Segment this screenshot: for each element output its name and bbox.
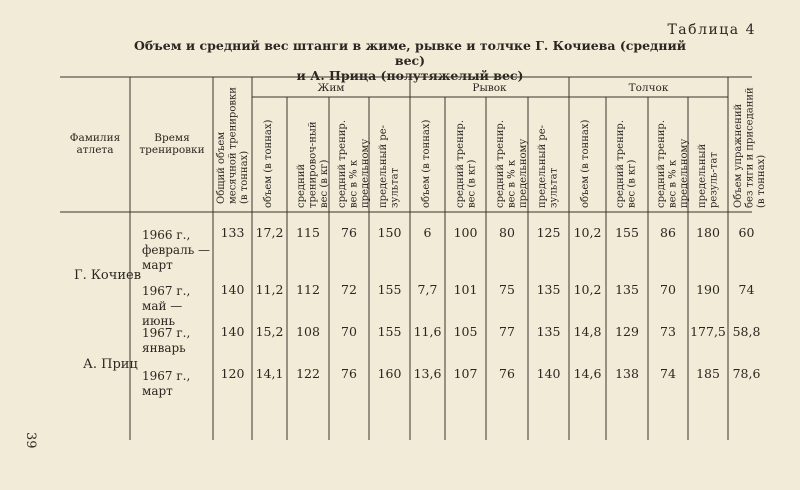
- header-snatch-pct: средний тренир. вес в % к предельному: [495, 119, 529, 208]
- table-cell: 150: [377, 225, 402, 240]
- title-line-1: Объем и средний вес штанги в жиме, рывке и толчке Г. Кочиева (средний вес): [133, 38, 687, 68]
- table-cell: 14,8: [573, 324, 602, 339]
- table-cell: 76: [499, 366, 515, 381]
- period-cell: 1967 г., январь: [142, 326, 191, 355]
- header-press-pct: средний тренир. вес в % к предельному: [337, 119, 371, 208]
- table-cell: 112: [296, 282, 320, 297]
- table-cell: 135: [536, 282, 561, 297]
- table-cell: 17,2: [255, 225, 284, 240]
- table-cell: 10,2: [573, 225, 602, 240]
- header-jerk-volume: объем (в тоннах): [580, 119, 591, 208]
- header-press-volume: объем (в тоннах): [263, 119, 274, 208]
- header-jerk-avg-weight: средний тренир. вес (в кг): [615, 119, 638, 208]
- table-cell: 122: [296, 366, 320, 381]
- table-cell: 7,7: [417, 282, 438, 297]
- header-group-snatch: Рывок: [472, 82, 507, 94]
- table-cell: 15,2: [255, 324, 284, 339]
- table-cell: 180: [696, 225, 720, 240]
- table-cell: 80: [499, 225, 515, 240]
- header-jerk-pct: средний тренир. вес в % к предельному: [656, 119, 690, 208]
- header-group-jerk: Толчок: [628, 82, 669, 94]
- table-cell: 125: [536, 225, 561, 240]
- table-cell: 138: [615, 366, 639, 381]
- header-athlete: Фамилия атлета: [69, 132, 121, 156]
- header-period: Время тренировки: [139, 132, 205, 156]
- table-cell: 155: [377, 282, 402, 297]
- table-cell: 177,5: [690, 324, 726, 339]
- header-press-avg-weight: средний тренировоч-ный вес (в кг): [296, 121, 330, 208]
- header-monthly-volume: Общий объем месячной тренировки (в тоннах): [216, 87, 250, 204]
- table-cell: 86: [660, 225, 676, 240]
- header-other-exercises: Объем упражнений без тяги и приседаний (в тоннах): [733, 87, 767, 208]
- table-cell: 190: [696, 282, 720, 297]
- athlete-name: Г. Кочиев: [74, 268, 142, 283]
- table-cell: 155: [377, 324, 402, 339]
- table-label: Таблица 4: [667, 22, 756, 38]
- table-cell: 11,6: [413, 324, 442, 339]
- table-cell: 70: [341, 324, 357, 339]
- table-cell: 185: [696, 366, 720, 381]
- table-cell: 76: [341, 225, 357, 240]
- header-snatch-avg-weight: средний тренир. вес (в кг): [455, 119, 478, 208]
- table-cell: 13,6: [413, 366, 442, 381]
- page-number: 39: [23, 432, 38, 449]
- header-snatch-volume: объем (в тоннах): [421, 119, 432, 208]
- table-cell: 75: [499, 282, 515, 297]
- table-cell: 140: [220, 324, 245, 339]
- table-cell: 60: [738, 225, 755, 240]
- table-cell: 140: [220, 282, 245, 297]
- table-cell: 140: [536, 366, 561, 381]
- table-cell: 155: [615, 225, 639, 240]
- table-cell: 11,2: [255, 282, 284, 297]
- table-cell: 133: [220, 225, 245, 240]
- table-cell: 107: [453, 366, 478, 381]
- athlete-name: А. Приц: [83, 357, 138, 372]
- table-cell: 73: [660, 324, 676, 339]
- table-cell: 77: [499, 324, 515, 339]
- table-cell: 74: [660, 366, 676, 381]
- table-cell: 160: [377, 366, 402, 381]
- title-line-2: и А. Прица (полутяжелый вес): [296, 68, 524, 83]
- header-press-max: предельный ре-зультат: [378, 124, 401, 208]
- table-cell: 105: [453, 324, 478, 339]
- header-snatch-max: предельный ре-зультат: [537, 124, 560, 208]
- table-cell: 6: [423, 225, 432, 240]
- table-cell: 115: [296, 225, 320, 240]
- header-jerk-max: предельный резуль-тат: [697, 143, 720, 208]
- table-cell: 72: [341, 282, 357, 297]
- table-cell: 108: [296, 324, 320, 339]
- table-cell: 101: [453, 282, 478, 297]
- table-cell: 10,2: [573, 282, 602, 297]
- table-title: [120, 38, 700, 83]
- table-cell: 14,1: [255, 366, 284, 381]
- table-cell: 14,6: [573, 366, 602, 381]
- table-cell: 74: [738, 282, 755, 297]
- table-cell: 120: [220, 366, 245, 381]
- table-cell: 58,8: [732, 324, 761, 339]
- period-cell: 1967 г., май — июнь: [142, 284, 191, 328]
- period-cell: 1967 г., март: [142, 369, 191, 398]
- table-cell: 129: [615, 324, 639, 339]
- table-cell: 135: [615, 282, 639, 297]
- table-cell: 70: [660, 282, 676, 297]
- table-cell: 78,6: [732, 366, 761, 381]
- period-cell: 1966 г., февраль — март: [142, 228, 211, 272]
- table-cell: 100: [453, 225, 478, 240]
- header-group-press: Жим: [317, 82, 345, 94]
- table-cell: 135: [536, 324, 561, 339]
- table-cell: 76: [341, 366, 357, 381]
